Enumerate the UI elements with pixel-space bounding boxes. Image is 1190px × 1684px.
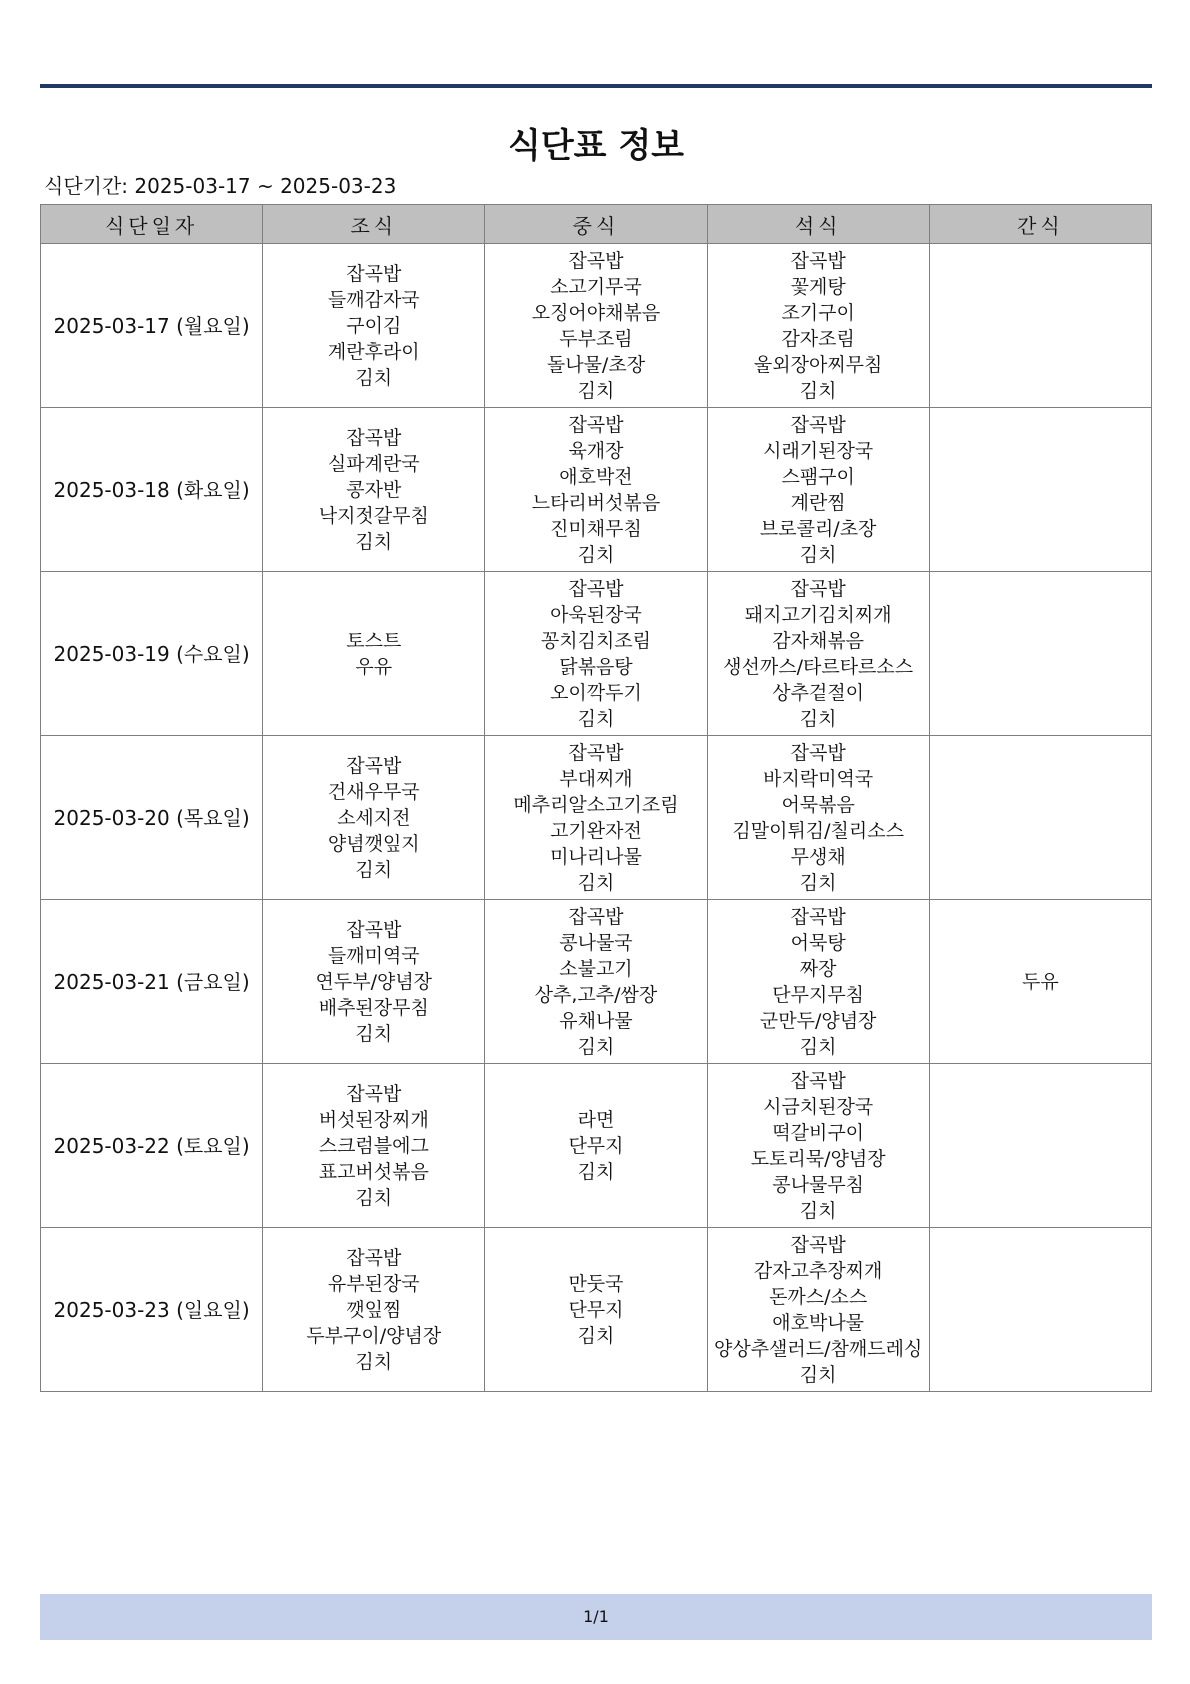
menu-item: 김말이튀김/칠리소스 [732, 819, 904, 842]
menu-item: 오이깍두기 [550, 681, 642, 704]
menu-item: 애호박전 [559, 465, 633, 488]
dinner-cell [707, 900, 929, 1064]
menu-item: 양상추샐러드/참깨드레싱 [714, 1337, 923, 1360]
menu-item: 메추리알소고기조림 [513, 793, 679, 816]
lunch-cell [485, 1228, 707, 1392]
menu-item: 단무지무침 [772, 983, 865, 1006]
menu-item: 계란찜 [790, 491, 846, 514]
table-row [41, 572, 1152, 736]
menu-item: 스크럼블에그 [318, 1134, 429, 1157]
table-body [41, 244, 1152, 1392]
menu-item: 단무지 [568, 1134, 624, 1157]
menu-item: 콩나물무침 [772, 1173, 865, 1196]
menu-item: 무생채 [790, 845, 846, 868]
menu-item: 우유 [355, 655, 393, 678]
top-rule [40, 84, 1152, 88]
menu-item: 잡곡밥 [790, 905, 846, 928]
menu-item: 시금치된장국 [763, 1095, 874, 1118]
menu-item: 잡곡밥 [346, 426, 402, 449]
header-dinner: 석식 [707, 205, 929, 244]
date-cell: 2025-03-23 (일요일) [41, 1228, 263, 1392]
menu-item: 미나리나물 [550, 845, 642, 868]
menu-item: 들깨미역국 [327, 944, 420, 967]
dinner-cell [707, 1064, 929, 1228]
menu-item: 두부구이/양념장 [306, 1324, 442, 1347]
menu-item: 계란후라이 [327, 340, 420, 363]
menu-item: 깻잎찜 [346, 1298, 402, 1321]
menu-item: 울외장아찌무침 [753, 353, 883, 376]
snack-cell [929, 1064, 1151, 1228]
header-snack: 간식 [929, 205, 1151, 244]
breakfast-cell [263, 1228, 485, 1392]
menu-item: 잡곡밥 [790, 413, 846, 436]
snack-cell [929, 1228, 1151, 1392]
breakfast-cell [263, 1064, 485, 1228]
menu-item: 상추,고추/쌈장 [534, 983, 658, 1006]
menu-item: 감자고추장찌개 [753, 1259, 883, 1282]
page-number: 1/1 [583, 1607, 609, 1626]
menu-item: 잡곡밥 [568, 413, 624, 436]
page-title: 식단표 정보 [507, 126, 685, 166]
menu-item: 김치 [577, 543, 615, 566]
menu-item: 김치 [577, 1160, 615, 1183]
dinner-cell [707, 1228, 929, 1392]
menu-item: 소고기무국 [550, 275, 642, 298]
menu-item: 콩자반 [346, 478, 402, 501]
menu-item: 돼지고기김치찌개 [744, 603, 892, 626]
dinner-cell [707, 736, 929, 900]
dinner-cell [707, 244, 929, 408]
table-row [41, 1064, 1152, 1228]
header-lunch: 중식 [485, 205, 707, 244]
menu-item: 유부된장국 [327, 1272, 420, 1295]
menu-item: 감자채볶음 [772, 629, 865, 652]
menu-item: 짜장 [799, 957, 837, 980]
table-row [41, 900, 1152, 1064]
lunch-cell [485, 1064, 707, 1228]
menu-item: 김치 [799, 707, 837, 730]
menu-item: 잡곡밥 [346, 1082, 402, 1105]
menu-item: 양념깻잎지 [327, 832, 420, 855]
menu-item: 잡곡밥 [790, 741, 846, 764]
header-date: 식단일자 [41, 205, 263, 244]
menu-item: 돌나물/초장 [546, 353, 646, 376]
menu-item: 김치 [355, 858, 393, 881]
date-cell: 2025-03-18 (화요일) [41, 408, 263, 572]
menu-item: 잡곡밥 [346, 1246, 402, 1269]
menu-item: 김치 [577, 379, 615, 402]
breakfast-cell [263, 572, 485, 736]
menu-item: 돈까스/소스 [769, 1285, 868, 1308]
table-row [41, 244, 1152, 408]
menu-item: 김치 [355, 530, 393, 553]
menu-item: 잡곡밥 [790, 249, 846, 272]
table-row [41, 736, 1152, 900]
menu-item: 잡곡밥 [346, 918, 402, 941]
menu-item: 부대찌개 [559, 767, 633, 790]
menu-item: 잡곡밥 [568, 905, 624, 928]
menu-item: 콩나물국 [559, 931, 633, 954]
menu-item: 조기구이 [781, 301, 855, 324]
menu-item: 어묵탕 [790, 931, 846, 954]
table-header-row [41, 205, 1152, 244]
menu-item: 육개장 [568, 439, 624, 462]
menu-item: 유채나물 [559, 1009, 633, 1032]
menu-item: 아욱된장국 [550, 603, 642, 626]
menu-item: 잡곡밥 [790, 1233, 846, 1256]
meal-period: 식단기간: 2025-03-17 ~ 2025-03-23 [44, 174, 397, 198]
footer-bar [40, 1594, 1152, 1640]
menu-item: 잡곡밥 [568, 577, 624, 600]
menu-item: 군만두/양념장 [759, 1009, 877, 1032]
date-cell: 2025-03-21 (금요일) [41, 900, 263, 1064]
menu-item: 연두부/양념장 [315, 970, 433, 993]
date-cell: 2025-03-20 (목요일) [41, 736, 263, 900]
snack-cell [929, 736, 1151, 900]
menu-item: 만둣국 [568, 1272, 624, 1295]
menu-item: 김치 [577, 1324, 615, 1347]
menu-item: 바지락미역국 [763, 767, 874, 790]
menu-item: 잡곡밥 [346, 262, 402, 285]
date-cell: 2025-03-22 (토요일) [41, 1064, 263, 1228]
menu-item: 느타리버섯볶음 [531, 491, 661, 514]
menu-item: 김치 [577, 707, 615, 730]
menu-item: 김치 [577, 1035, 615, 1058]
dinner-cell [707, 408, 929, 572]
menu-item: 어묵볶음 [781, 793, 855, 816]
snack-cell [929, 572, 1151, 736]
menu-item: 진미채무침 [550, 517, 642, 540]
menu-item: 구이김 [346, 314, 402, 337]
menu-item: 브로콜리/초장 [759, 517, 877, 540]
menu-item: 상추겉절이 [772, 681, 865, 704]
breakfast-cell [263, 900, 485, 1064]
menu-item: 감자조림 [781, 327, 855, 350]
menu-item: 토스트 [346, 629, 402, 652]
menu-item: 고기완자전 [550, 819, 642, 842]
breakfast-cell [263, 244, 485, 408]
menu-item: 잡곡밥 [790, 1069, 846, 1092]
menu-item: 들깨감자국 [327, 288, 420, 311]
menu-item: 꽁치김치조림 [540, 629, 652, 652]
menu-item: 실파계란국 [327, 452, 420, 475]
dinner-cell [707, 572, 929, 736]
lunch-cell [485, 244, 707, 408]
menu-item: 김치 [799, 1035, 837, 1058]
menu-item: 낙지젓갈무침 [318, 504, 429, 527]
date-cell: 2025-03-19 (수요일) [41, 572, 263, 736]
menu-item: 잡곡밥 [790, 577, 846, 600]
snack-cell [929, 900, 1151, 1064]
breakfast-cell [263, 408, 485, 572]
menu-item: 애호박나물 [772, 1311, 865, 1334]
menu-item: 김치 [799, 379, 837, 402]
table-row [41, 1228, 1152, 1392]
menu-item: 김치 [799, 543, 837, 566]
menu-item: 김치 [799, 1363, 837, 1386]
menu-item: 오징어야채볶음 [531, 301, 661, 324]
menu-item: 두부조림 [559, 327, 633, 350]
menu-item: 김치 [355, 366, 393, 389]
menu-item: 버섯된장찌개 [318, 1108, 429, 1131]
snack-cell [929, 408, 1151, 572]
menu-item: 소불고기 [559, 957, 633, 980]
menu-item: 단무지 [568, 1298, 624, 1321]
menu-item: 김치 [355, 1022, 393, 1045]
lunch-cell [485, 736, 707, 900]
date-cell: 2025-03-17 (월요일) [41, 244, 263, 408]
menu-item: 소세지전 [337, 806, 411, 829]
menu-item: 닭볶음탕 [559, 655, 633, 678]
snack-cell [929, 244, 1151, 408]
breakfast-cell [263, 736, 485, 900]
menu-item: 표고버섯볶음 [318, 1160, 429, 1183]
menu-item: 김치 [799, 871, 837, 894]
menu-item: 김치 [799, 1199, 837, 1222]
menu-item: 잡곡밥 [346, 754, 402, 777]
menu-item: 잡곡밥 [568, 249, 624, 272]
menu-item: 스팸구이 [781, 465, 855, 488]
lunch-cell [485, 900, 707, 1064]
menu-item: 두유 [1022, 970, 1059, 993]
table-row [41, 408, 1152, 572]
menu-item: 김치 [355, 1186, 393, 1209]
menu-item: 라면 [577, 1108, 615, 1131]
header-breakfast: 조식 [263, 205, 485, 244]
menu-item: 잡곡밥 [568, 741, 624, 764]
menu-item: 꽃게탕 [790, 275, 846, 298]
lunch-cell [485, 408, 707, 572]
menu-item: 김치 [577, 871, 615, 894]
menu-item: 생선까스/타르타르소스 [723, 655, 914, 678]
menu-item: 떡갈비구이 [772, 1121, 865, 1144]
menu-item: 도토리묵/양념장 [750, 1147, 886, 1170]
menu-item: 시래기된장국 [763, 439, 874, 462]
meal-table [40, 204, 1152, 1392]
menu-item: 김치 [355, 1350, 393, 1373]
menu-item: 배추된장무침 [318, 996, 429, 1019]
menu-item: 건새우무국 [327, 780, 420, 803]
lunch-cell [485, 572, 707, 736]
